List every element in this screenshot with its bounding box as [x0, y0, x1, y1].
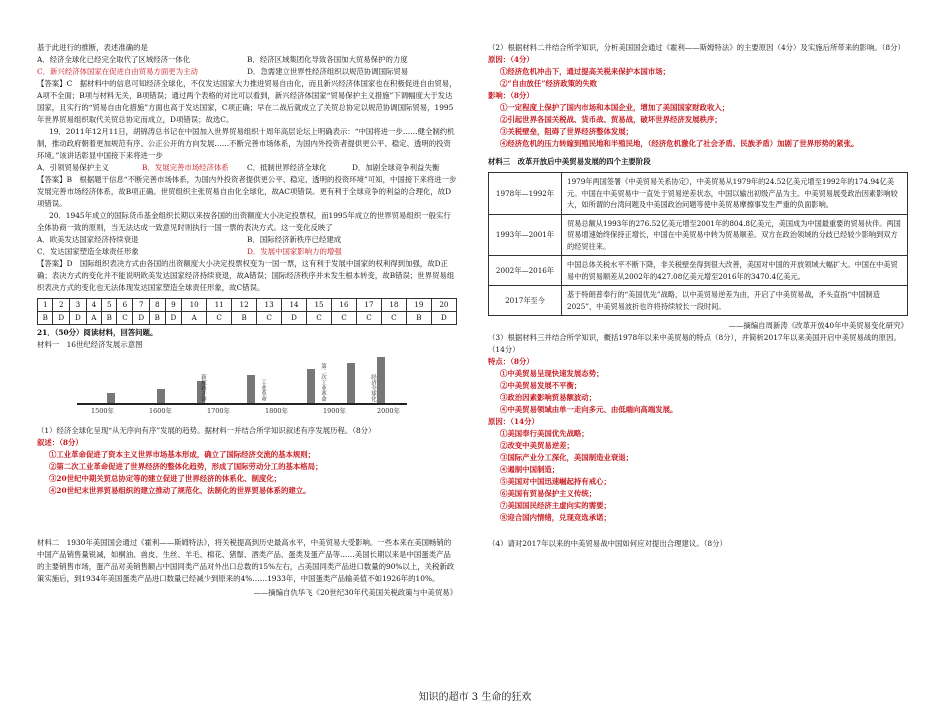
q19-option-b: B．发展完善市场经济体系 — [142, 163, 229, 172]
material-3-table — [488, 172, 908, 316]
timeline-label: 第二次工业革命 — [320, 362, 326, 401]
timeline-label: 工业革命 — [260, 379, 266, 401]
reason-point: ①经济危机冲击下，通过提高关税来保护本国市场； — [500, 67, 670, 76]
q21-1-question: （1）经济全球化呈现“从无序向有序”发展的趋势。据材料一并结合所学知识叙述有序发展历程。（8分） — [37, 426, 376, 435]
timeline-bar — [347, 363, 355, 403]
feature-point: ②中美贸易发展不平衡； — [500, 381, 582, 390]
answer-letter-cell: C — [332, 312, 357, 325]
answer-number-cell: 12 — [232, 299, 257, 312]
answer-number-cell: 18 — [381, 299, 406, 312]
q20-stem: 20．1945年成立的国际货币基金组织长期以来按各国的出资额度大小决定投票权，而1995年成立的世界贸易组织一般实行全体协商一致的原则，当无法达成一致意见时则执行一国一票的表决方式。这一变化反映了 — [37, 211, 451, 232]
timeline-bar — [247, 375, 255, 403]
answer-letter-cell: B — [38, 312, 53, 325]
timeline-bar — [307, 369, 315, 403]
answer-letter-cell: B — [232, 312, 257, 325]
table-row — [489, 256, 908, 286]
material-3-title: 材料三 改革开放后中美贸易发展的四个主要阶段 — [488, 157, 651, 166]
answer-number-cell: 13 — [257, 299, 282, 312]
q19-stem: 19．2011年12月11日，胡锦涛总书记在中国加入世界贸易组织十周年高层论坛上明确表示：“中国将进一步……健全制约机制，推动政府朝着更加规范有序、公正公开的方向发展……不断完善市场体系，为国内外投资者提供更公平、稳定、透明的投资环境。”该讲话彰显中国接下来将进一步 — [37, 127, 455, 160]
answer-number-cell: 16 — [332, 299, 357, 312]
q18-options — [37, 54, 457, 78]
answer-number-cell: 4 — [86, 299, 101, 312]
timeline-year: 1600年 — [149, 407, 173, 415]
answer-letter-cell: D — [282, 312, 307, 325]
effect-point: ①一定程度上保护了国内市场和本国企业，增加了美国国家财政收入； — [500, 103, 730, 112]
effect-head: 影响：（8分） — [488, 91, 534, 100]
answer-number-cell: 7 — [133, 299, 150, 312]
q20-answer: 【答案】D 国际组织表决方式由各国的出资额度大小决定投票权变为一国一票，这有利于发展中国家的权利得到加强，故D正确；表决方式的变化并不能说明欧美发达国家经济持续衰退，故A错误；国际经济秩序并未发生根本转变，故B错误；世界贸易组织表决方式的变化也无法体现发达国家塑造全球责任形象，故C错误。 — [37, 259, 455, 292]
cause-point: ⑦美国国民经济主虚向实的需要； — [500, 501, 611, 510]
effect-point: ④经济危机的压力转嫁到殖民地和半殖民地，（经济危机激化了社会矛盾、民族矛盾）加剧了世界形势的紧张。 — [500, 139, 859, 148]
q18-option-c: C．新兴经济体国家在促进自由贸易方面更为主动 — [37, 67, 198, 76]
q19-option-c: C．抵制世界经济全球化 — [247, 163, 327, 172]
q19-option-d: D．加剧全球竞争利益失衡 — [352, 163, 440, 172]
reason-point: ②“自由放任”经济政策的失败 — [500, 79, 598, 88]
answer-letter-cell: C — [356, 312, 381, 325]
q18-option-a: A．经济全球化已经完全取代了区域经济一体化 — [37, 55, 191, 64]
cause-point: ④遏制中国制造； — [500, 465, 560, 474]
q18-tail: 基于此进行的推断，表述准确的是 — [37, 43, 148, 52]
effect-point: ③关税壁垒，阻碍了世界经济整体发展； — [500, 127, 634, 136]
answer-number-cell: 15 — [307, 299, 332, 312]
feature-head: 特点：（8分） — [488, 357, 534, 366]
q20-option-d: D．发展中国家影响力的增强 — [247, 247, 342, 256]
timeline-bar — [107, 393, 115, 403]
q18-option-d: D．急需建立世界性经济组织以规范协调国际贸易 — [247, 67, 409, 76]
q20-options — [37, 234, 457, 258]
answer-letter-cell: A — [86, 312, 101, 325]
feature-point: ①中美贸易呈现快速发展态势； — [500, 369, 604, 378]
feature-point: ③政治因素影响贸易额波动； — [500, 393, 597, 402]
q18-option-b: B．经济区域集团化导致各国加大贸易保护的力度 — [247, 55, 408, 64]
timeline-diagram — [77, 355, 407, 419]
table-row — [489, 214, 908, 256]
answer-letter-cell: C — [307, 312, 332, 325]
q21-title: 21．（50分）阅读材料，回答问题。 — [37, 328, 158, 337]
timeline-year: 1800年 — [265, 407, 289, 415]
period-text-cell: 1979年两国签署《中美贸易关系协定》，中美贸易从1979年的24.52亿美元增至1992年的174.94亿美元。中国在中美贸易中一直处于贸易逆差状态，中国以输出初级产品为主。中美贸易展受政治因素影响较大，如所谓的台湾问题及中美国政治问题等使中美贸易摩擦事发生严重的负面影响。 — [562, 173, 908, 215]
answer-letter-cell: D — [70, 312, 87, 325]
answer-letter-cell: C — [117, 312, 133, 325]
page-footer: 知识的超市 3 生命的狂欢 — [418, 692, 532, 703]
period-text-cell: 中国总体关税水平不断下降，非关税壁垒得到很大改善，美国对中国的开放领域大幅扩大。中国在中美贸易中的贸易顺差从2002年的427.08亿美元增至2016年的3470.4亿美元。 — [562, 256, 908, 286]
q19-answer: 【答案】B 根据题干信息“不断完善市场体系，为国内外投资者提供更公平、稳定、透明的投资环境”可知，中国接下来将进一步发展完善市场经济体系，故B项正确。世贸组织主张贸易自由化全球化，故AC项错误。更有利于全球竞争的利益的合理化，故D项错误。 — [37, 175, 457, 208]
right-column — [488, 42, 908, 550]
answer-letter-cell: B — [150, 312, 165, 325]
answer-number-cell: 20 — [431, 299, 456, 312]
answer-letter-cell: B — [406, 312, 431, 325]
answer-table — [37, 298, 457, 325]
cause-point: ⑧迎合国内情绪，兑现竞选承诺； — [500, 513, 611, 522]
answer-letter-cell: C — [381, 312, 406, 325]
answer-number-cell: 3 — [70, 299, 87, 312]
cause-point: ③国际产业分工深化，美国制造业衰退； — [500, 453, 634, 462]
reason-head: 原因：（4分） — [488, 55, 534, 64]
cause-point: ①美国奉行美国优先战略； — [500, 429, 589, 438]
answer-number-cell: 1 — [38, 299, 53, 312]
answer-letter-cell: C — [207, 312, 232, 325]
answer-letter-cell: C — [257, 312, 282, 325]
timeline-axis — [77, 403, 407, 405]
material-2: 材料二 1930年美国国会通过《霍利——斯姆特法》，将关税提高到历史最高水平，中美贸易大受影响。一些本来在美国畅销的中国产品销售量锐减，如桐油、兽皮、生丝、羊毛、棉花、猪鬃、酒类产品、蛋类及蛋产品等……美国长期以来是中国蛋类产品的主要销售市场，蛋产品对美销售额占中国同类产品对外出口总数的15%左右，占美国同类产品进口数量的90%以上，关税新政策实施后，到1934年美国蛋类产品进口数量已经减少到原来的4%……1933年，中国蛋类产品输美值不如1926年的10%。 — [37, 538, 455, 583]
q19-option-a: A．引领贸易保护主义 — [37, 163, 109, 172]
period-cell: 1993年—2001年 — [489, 214, 562, 256]
cause-point: ②改变中美贸易逆差； — [500, 441, 574, 450]
timeline-year: 1900年 — [323, 407, 347, 415]
answer-number-cell: 19 — [406, 299, 431, 312]
q21-4-question: （4）请对2017年以来的中美贸易战中国如何应对提出合理建议。（8分） — [488, 539, 727, 548]
answer-number-cell: 17 — [356, 299, 381, 312]
effect-point: ②引起世界各国关税战、货币战、贸易战，破坏世界经济发展秩序； — [500, 115, 722, 124]
left-column — [37, 42, 457, 599]
answer-number-cell: 8 — [150, 299, 165, 312]
q21-2-question: （2）根据材料二并结合所学知识，分析美国国会通过《霍利——斯姆特法》的主要原因（4分）及实施后所带来的影响。（8分） — [488, 43, 905, 52]
timeline-label: 新航路开辟 — [200, 373, 206, 401]
answer-letter-cell: A — [182, 312, 207, 325]
material-2-source: ——摘编自仇华飞《20世纪30年代美国关税政策与中美贸易》 — [253, 588, 457, 597]
material-3-source: ——摘编自周新涛《改革开放40年中美贸易变化研究》 — [728, 321, 908, 330]
period-cell: 1978年—1992年 — [489, 173, 562, 215]
q19-options — [37, 162, 457, 174]
timeline-year: 2000年 — [377, 407, 401, 415]
answer-letter-cell: D — [431, 312, 456, 325]
cause-head: 原因：（14分） — [488, 417, 539, 426]
q21-1-point: ①工业革命促进了资本主义世界市场基本形成，确立了国际经济交流的基本规则； — [49, 450, 316, 459]
q18-answer: 【答案】C 据材料中的信息可知经济全球化，不仅发达国家大力推进贸易自由化，而且新兴经济体国家也在积极促进自由贸易，A项不全面；B项与材料无关，B项错误；通过两个表格的对比可以看到，新兴经济体国家“贸易保护主义措施”下调幅度大于发达国家，且实行的“贸易自由化措施”方面也高于发达国家，C项正确；早在二战后就成立了关贸总协定以规范协调国际贸易，1995年世界贸易组织取代关贸总协定而成立，D项错误；故选C。 — [37, 79, 457, 124]
table-row — [489, 173, 908, 215]
table-row — [489, 286, 908, 316]
answer-letter-cell: D — [165, 312, 182, 325]
q21-1-point: ②第二次工业革命促进了世界经济的整体化趋势，形成了国际劳动分工的基本格局； — [49, 462, 323, 471]
q20-option-c: C．发达国家塑造全球责任形象 — [37, 247, 139, 256]
answer-letter-cell: D — [133, 312, 150, 325]
q21-1-point: ③20世纪中期关贸总协定等的建立促进了世界经济的体系化、制度化； — [49, 474, 282, 483]
feature-point: ④中美贸易领域由单一走向多元、由低端向高端发展。 — [500, 405, 678, 414]
timeline-year: 1500年 — [91, 407, 115, 415]
q21-3-question: （3）根据材料三并结合所学知识，概括1978年以来中美贸易的特点（8分），并简析2017年以来美国开启中美贸易战的原因。（14分） — [488, 333, 901, 354]
material-1-title: 材料一 16世纪经济发展示意图 — [37, 340, 143, 349]
cause-point: ⑥美国有贸易保护主义传统； — [500, 489, 597, 498]
period-text-cell: 贸易总额从1993年的276.52亿美元增至2001年的804.8亿美元，美国成为中国最重要的贸易伙伴。两国贸易增速始终保持正增长，中国在中美贸易中转为贸易顺差。双方在政治领域的分歧已经较少影响到双方的经贸往来。 — [562, 214, 908, 256]
answer-letter-row — [38, 312, 457, 325]
answer-number-cell: 10 — [182, 299, 207, 312]
q21-1-point: ④20世纪末世界贸易组织的建立推动了规范化、法制化的世界贸易体系的建立。 — [49, 486, 311, 495]
period-text-cell: 基于特朗普奉行的“美国优先”战略，以中美贸易逆差为由，开启了中美贸易战，矛头直指“中国制造2025”，中美贸易波折也许将持续较长一段时间。 — [562, 286, 908, 316]
answer-letter-cell: B — [101, 312, 116, 325]
answer-number-cell: 2 — [53, 299, 70, 312]
answer-number-cell: 11 — [207, 299, 232, 312]
timeline-bar — [157, 389, 165, 403]
answer-number-cell: 6 — [117, 299, 133, 312]
period-cell: 2017年至今 — [489, 286, 562, 316]
q21-1-head: 叙述：（8分） — [37, 438, 83, 447]
answer-number-row — [38, 299, 457, 312]
q20-option-a: A．欧美发达国家经济持续衰退 — [37, 235, 139, 244]
period-cell: 2002年—2016年 — [489, 256, 562, 286]
cause-point: ⑤美国对中国迅速崛起持有戒心； — [500, 477, 611, 486]
timeline-year: 1700年 — [207, 407, 231, 415]
answer-number-cell: 9 — [165, 299, 182, 312]
timeline-label: 经济全球化 — [370, 373, 376, 401]
answer-letter-cell: D — [53, 312, 70, 325]
q20-option-b: B．国际经济新秩序已经建成 — [247, 235, 342, 244]
answer-number-cell: 14 — [282, 299, 307, 312]
answer-number-cell: 5 — [101, 299, 116, 312]
